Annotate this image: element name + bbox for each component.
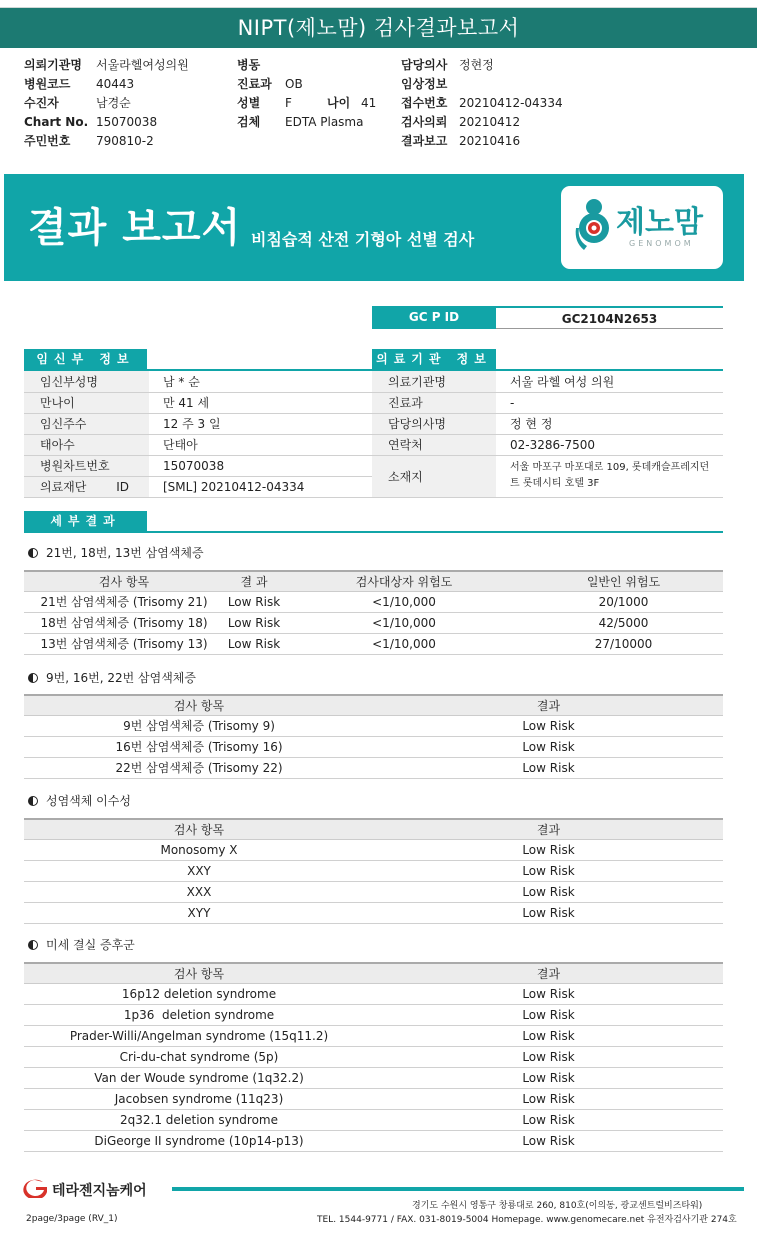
- table-row: 16번 삼염색체증 (Trisomy 16) Low Risk: [24, 736, 723, 757]
- group-heading: 미세 결실 증후군: [28, 936, 135, 953]
- table-row: DiGeorge II syndrome (10p14-p13) Low Risk: [24, 1130, 723, 1151]
- table-row: 태아수 단태아: [24, 434, 373, 455]
- header-field: Chart No. 15070038: [24, 115, 158, 129]
- microdeletion-table: 검사 항목 결과 16p12 deletion syndrome Low Risk 1p36 deletion syndrome Low Risk Prader-Willi/Angelman syndrome (15q11.2) Low Risk Cri-du-chat syndrome (5p) Low Risk Van der Woude syndrome (1q32.2) Low Risk Jacobsen syndrome (11q23) Low Risk 2q32.1 deletion syndrome Low Risk DiGeorge II syndrome (10p14-p13) Low Risk: [24, 962, 723, 1152]
- header-field: 검사의뢰 20210412: [401, 115, 521, 129]
- gcp-id-label: GC P ID: [372, 306, 496, 329]
- section-divider: [24, 531, 723, 533]
- theragen-logo-icon: [22, 1178, 48, 1198]
- table-row: XXY Low Risk: [24, 860, 723, 881]
- banner-title: 결과 보고서: [28, 205, 242, 251]
- table-row: Prader-Willi/Angelman syndrome (15q11.2) Low Risk: [24, 1025, 723, 1046]
- report-title: NIPT(제노맘) 검사결과보고서: [0, 8, 757, 48]
- header-info-col1: [24, 56, 189, 151]
- header-field: 결과보고 20210416: [401, 134, 521, 148]
- header-field: 주민번호 790810-2: [24, 134, 154, 148]
- footer-contact: TEL. 1544-9771 / FAX. 031-8019-5004 Homepage. www.genomecare.net 유전자검사기관 274호: [317, 1215, 737, 1225]
- page-number: 2page/3page (RV_1): [26, 1214, 118, 1224]
- patient-info-table: [24, 371, 373, 498]
- footer-address: 경기도 수원시 영통구 창룡대로 260, 810호(이의동, 광교센트럴비즈타워): [412, 1201, 703, 1211]
- table-row: 담당의사명 정 현 정: [372, 413, 723, 434]
- header-info-col3: [401, 56, 563, 151]
- half-circle-icon: [28, 796, 38, 806]
- header-field: 진료과 OB: [237, 77, 303, 91]
- group-heading: 21번, 18번, 13번 삼염색체증: [28, 544, 204, 561]
- table-row: 9번 삼염색체증 (Trisomy 9) Low Risk: [24, 715, 723, 736]
- table-row: 연락처 02-3286-7500: [372, 434, 723, 455]
- table-row: XXX Low Risk: [24, 881, 723, 902]
- table-row: 진료과 -: [372, 392, 723, 413]
- table-row: 22번 삼염색체증 (Trisomy 22) Low Risk: [24, 757, 723, 778]
- table-row: 2q32.1 deletion syndrome Low Risk: [24, 1109, 723, 1130]
- table-row: 의료재단 ID [SML] 20210412-04334: [24, 476, 373, 497]
- table-row: 임신부성명 남 * 순: [24, 371, 373, 392]
- half-circle-icon: [28, 548, 38, 558]
- header-field: 의뢰기관명 서울라헬여성의원: [24, 58, 189, 72]
- logo-subtext: GENOMOM: [629, 239, 694, 248]
- group-heading: 성염색체 이수성: [28, 792, 131, 809]
- table-row: 21번 삼염색체증 (Trisomy 21) Low Risk <1/10,000 20/1000: [24, 591, 723, 612]
- trisomy-21-18-13-table: 검사 항목 결 과 검사대상자 위험도 일반인 위험도 21번 삼염색체증 (Trisomy 21) Low Risk <1/10,000 20/1000 18번 삼염색체증 (Trisomy 18) Low Risk <1/10,000 42/5000 13번 삼염색체증 (Trisomy 13) Low Risk <1/10,000 27/10000: [24, 570, 723, 655]
- table-row: Van der Woude syndrome (1q32.2) Low Risk: [24, 1067, 723, 1088]
- banner-subtitle: 비침습적 산전 기형아 선별 검사: [251, 230, 475, 249]
- top-rule: [0, 0, 757, 8]
- table-row: 만나이 만 41 세: [24, 392, 373, 413]
- table-row: Jacobsen syndrome (11q23) Low Risk: [24, 1088, 723, 1109]
- header-field: 접수번호 20210412-04334: [401, 96, 563, 110]
- table-row: 소재지 서울 마포구 마포대로 109, 롯데캐슬프레지던트 롯데시티 호텔 3F: [372, 455, 723, 497]
- table-row: XYY Low Risk: [24, 902, 723, 923]
- patient-section-title: 임신부 정보: [24, 349, 147, 369]
- table-row: Cri-du-chat syndrome (5p) Low Risk: [24, 1046, 723, 1067]
- header-field: 병동: [237, 58, 261, 72]
- logo-text: 제노맘: [616, 205, 703, 240]
- group-heading: 9번, 16번, 22번 삼염색체증: [28, 669, 196, 686]
- details-section-title: 세부결과: [24, 511, 147, 531]
- table-row: 병원차트번호 15070038: [24, 455, 373, 476]
- table-row: 16p12 deletion syndrome Low Risk: [24, 983, 723, 1004]
- header-field: 성별 F 나이 41: [237, 96, 377, 110]
- table-row: 의료기관명 서울 라헬 여성 의원: [372, 371, 723, 392]
- table-row: 18번 삼염색체증 (Trisomy 18) Low Risk <1/10,000 42/5000: [24, 612, 723, 633]
- header-field: 검체 EDTA Plasma: [237, 115, 364, 129]
- hospital-info-table: [372, 371, 723, 498]
- sex-chromosome-table: 검사 항목 결과 Monosomy X Low Risk XXY Low Risk XXX Low Risk XYY Low Risk: [24, 818, 723, 924]
- table-row: 13번 삼염색체증 (Trisomy 13) Low Risk <1/10,000 27/10000: [24, 633, 723, 654]
- header-field: 임상정보: [401, 77, 448, 91]
- genomom-logo-icon: [573, 196, 615, 254]
- header-field: 병원코드 40443: [24, 77, 135, 91]
- header-field: 수진자 남경순: [24, 96, 131, 110]
- header-info-col2: [237, 56, 376, 132]
- hospital-section-title: 의료기관 정보: [372, 349, 496, 369]
- table-row: 임신주수 12 주 3 일: [24, 413, 373, 434]
- company-name: 테라젠지놈케어: [52, 1183, 147, 1199]
- table-row: 1p36 deletion syndrome Low Risk: [24, 1004, 723, 1025]
- footer-rule: [172, 1187, 744, 1191]
- gcp-id-value: GC2104N2653: [496, 306, 723, 329]
- half-circle-icon: [28, 940, 38, 950]
- trisomy-9-16-22-table: 검사 항목 결과 9번 삼염색체증 (Trisomy 9) Low Risk 16번 삼염색체증 (Trisomy 16) Low Risk 22번 삼염색체증 (Trisomy 22) Low Risk: [24, 694, 723, 779]
- header-field: 담당의사 정현정: [401, 58, 494, 72]
- table-row: Monosomy X Low Risk: [24, 839, 723, 860]
- half-circle-icon: [28, 673, 38, 683]
